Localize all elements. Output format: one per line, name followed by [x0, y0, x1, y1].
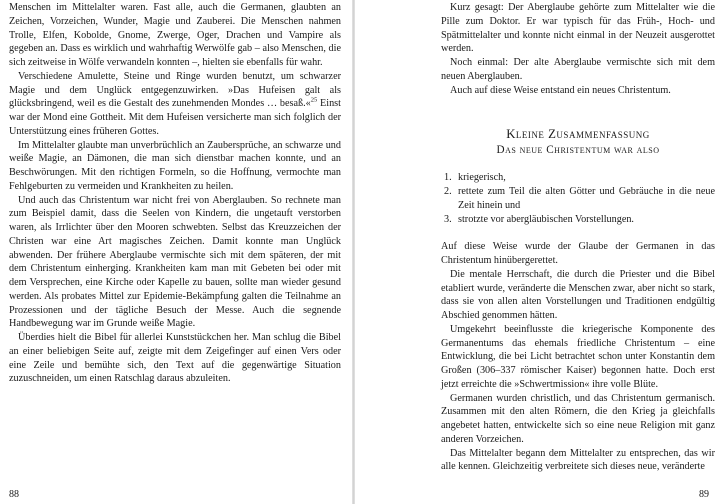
page-number: 88	[9, 489, 19, 500]
list-number: 3.	[444, 213, 452, 225]
list-text: rettete zum Teil die alten Götter und Gebräuche in die neue Zeit hinein und	[458, 186, 715, 211]
list-text: kriegerisch,	[458, 172, 506, 184]
right-page-body	[441, 1, 715, 474]
paragraph: Das Mittelalter begann dem Mittelalter zu entsprechen, das wir alle kennen. Gleichzeitig verbreitete sich dieses neue, veränderte	[441, 447, 715, 473]
paragraph: Germanen wurden christlich, und das Christentum germanisch. Zusammen mit den alten Römern, die den Krieg ja gleichfalls angebetet hatten, entwickelte sich so eine neue Religion mit ganz anderen Vorzeichen.	[441, 392, 715, 445]
paragraph: Überdies hielt die Bibel für allerlei Kunststückchen her. Man schlug die Bibel an einer beliebigen Seite auf, zeigte mit dem Zeigefinger auf einen Vers oder eine Zeile und bemühte sich, den Text auf die gegenwärtige Situation zuzuschneiden, um einen Ratschlag daraus abzuleiten.	[9, 332, 341, 385]
paragraph: Auch auf diese Weise entstand ein neues Christentum.	[450, 84, 671, 96]
paragraph-text: Verschiedene Amulette, Steine und Ringe wurden benutzt, um schwarzer Magie und dem Unglück entgegenzuwirken. »Das Hufeisen galt als glücksbringend, weil es die Gestalt des zunehmenden Mondes … besaß.«	[9, 70, 341, 110]
page-number: 89	[699, 489, 709, 500]
left-page	[0, 0, 346, 504]
right-page	[360, 0, 720, 504]
paragraph: Umgekehrt beeinflusste die kriegerische Komponente des Germanentums das ehemals friedliche Christentum – eine Entwicklung, die bei Licht betrachtet schon unter Konstantin dem Großen (306–337 römischer Kaiser) begonnen hatte. Doch erst jetzt erreichte die »Schwertmission« ihre volle Blüte.	[441, 323, 715, 390]
section-subheading: Das neue Christentum war also	[496, 144, 660, 157]
paragraph: Kurz gesagt: Der Aberglaube gehörte zum Mittelalter wie die Pille zum Doktor. Er war typisch für das Früh-, Hoch- und Spätmittelalter und konnte nicht einmal in der Neuzeit ausgerottet werden.	[441, 2, 715, 55]
paragraph: Und auch das Christentum war nicht frei von Aberglauben. So rechnete man zum Beispiel damit, dass die Seelen von Kindern, die ungetauft verstorben waren, als Irrlichter über den Mooren schwebten. Selbst das Kreuzzeichen der Christen war eine Art magisches Zeichen. Damit konnte man Unglück abwenden. Der frühere Aberglaube vermischte sich mit dem späteren, der mit dem Christentum einherging. Krankheiten kam man mit Gebeten bei oder mit dem Versprechen, eine Kirche oder Kapelle zu bauen, sollte man wieder gesund werden. Als probates Mittel zur Epidemie-Bekämpfung galten die Teilnahme an Prozessionen und der tägliche Besuch der Messe. Auch die segnende Handbewegung war im Grunde weiße Magie.	[9, 194, 341, 330]
paragraph-text: Einst war der Mond eine Gottheit. Mit dem Hufeisen versicherte man sich folglich der Unterstützung eines früheren Gottes.	[9, 98, 341, 137]
section-heading: Kleine Zusammenfassung	[506, 127, 650, 142]
list-item	[441, 185, 715, 213]
paragraph	[9, 70, 341, 139]
list-text: strotzte vor abergläubischen Vorstellungen.	[458, 213, 634, 225]
gutter	[352, 0, 355, 504]
footnote-marker: 25	[310, 96, 318, 104]
left-page-body	[9, 1, 341, 386]
paragraph: Auf diese Weise wurde der Glaube der Germanen in das Christentum hinübergerettet.	[441, 241, 715, 266]
paragraph: Die mentale Herrschaft, die durch die Priester und die Bibel etabliert wurde, veränderte die Menschen zwar, aber nicht so stark, dass sie von allen alten Vorstellungen und Traditionen endgültig Abschied genommen hätten.	[441, 268, 715, 321]
paragraph: Menschen im Mittelalter waren. Fast alle, auch die Germanen, glaubten an Zeichen, Vorzeichen, Wunder, Magie und Zauberei. Die Menschen nahmen Trolle, Elfen, Kobolde, Gnome, Zwerge, Oger, Drachen und Vampire als gegeben an. Dass es wirklich und wahrhaftig Werwölfe gab – also Menschen, die sich zeitweise in Wölfe verwandeln konnten –, hielten sie ebenfalls für wahr.	[9, 2, 341, 68]
paragraph: Noch einmal: Der alte Aberglaube vermischte sich mit dem neuen Aberglauben.	[441, 57, 715, 82]
list-item	[441, 171, 715, 185]
paragraph: Im Mittelalter glaubte man unverbrüchlich an Zaubersprüche, an schwarze und weiße Magie, an Dämonen, die man sich dienstbar machen konnte, und an Beschwörungen. Mit den richtigen Formeln, so die Hoffnung, vermochte man Fehlgeburten zu vermeiden und Krankheiten zu heilen.	[9, 139, 341, 192]
list-number: 1.	[444, 172, 452, 184]
list-number: 2.	[444, 186, 452, 197]
list-item	[441, 213, 715, 227]
summary-list	[441, 171, 715, 226]
